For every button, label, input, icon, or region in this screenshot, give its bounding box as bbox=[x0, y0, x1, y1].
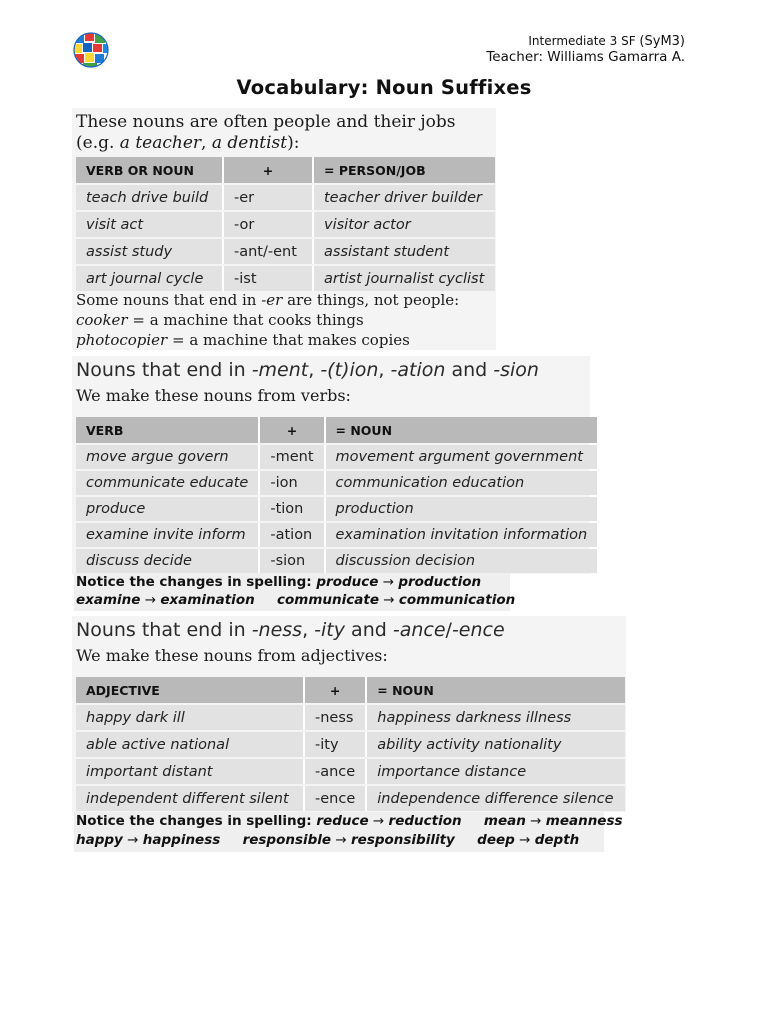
notice-from: communicate bbox=[277, 592, 379, 608]
section2-spelling-notice bbox=[74, 573, 516, 611]
result-nouns: production bbox=[326, 497, 598, 521]
base-words: visit act bbox=[76, 212, 224, 237]
heading-ity: -ity bbox=[314, 619, 346, 641]
table-row bbox=[76, 523, 597, 547]
table-header-row bbox=[76, 157, 495, 183]
table-header-row bbox=[76, 677, 625, 703]
header-person-job: = PERSON/JOB bbox=[314, 157, 495, 183]
base-words: assist study bbox=[76, 239, 224, 264]
base-words: happy dark ill bbox=[76, 705, 305, 730]
adjective-noun-table bbox=[76, 675, 625, 813]
photocopier-term: photocopier bbox=[76, 331, 168, 349]
intro-prefix: (e.g. bbox=[76, 133, 120, 153]
teacher-name: Teacher: Williams Gamarra A. bbox=[486, 49, 685, 65]
intro-separator: , bbox=[201, 133, 212, 153]
result-nouns: assistant student bbox=[314, 239, 495, 264]
photocopier-definition bbox=[76, 331, 410, 349]
heading-comma: , bbox=[308, 359, 321, 381]
cooker-definition bbox=[76, 311, 364, 329]
suffix: -ence bbox=[305, 786, 367, 811]
notice-to: happiness bbox=[142, 832, 221, 848]
table-row bbox=[76, 732, 625, 757]
notice-to: depth bbox=[534, 832, 580, 848]
section2-heading bbox=[76, 359, 539, 381]
section2-subheading: We make these nouns from verbs: bbox=[76, 386, 351, 405]
suffix: -ment bbox=[260, 445, 325, 469]
section3-subheading: We make these nouns from adjectives: bbox=[76, 646, 388, 665]
notice-from: produce bbox=[316, 574, 379, 590]
suffix: -er bbox=[224, 185, 314, 210]
heading-ence: -ence bbox=[451, 619, 505, 641]
suffix: -ist bbox=[224, 266, 314, 291]
heading-comma-2: , bbox=[378, 359, 391, 381]
table-row bbox=[76, 239, 495, 264]
arrow-icon: → bbox=[383, 592, 395, 608]
notice-label: Notice the changes in spelling: bbox=[76, 574, 317, 590]
section1-intro-line1: These nouns are often people and their jobs bbox=[76, 112, 456, 132]
arrow-icon: → bbox=[382, 574, 395, 590]
notice-to: examination bbox=[160, 592, 255, 608]
notice-to: responsibility bbox=[351, 832, 455, 848]
notice-from: mean bbox=[483, 813, 526, 829]
result-nouns: happiness darkness illness bbox=[367, 705, 625, 730]
header-adjective: ADJECTIVE bbox=[76, 677, 305, 703]
arrow-icon: → bbox=[519, 832, 531, 848]
notice-from: happy bbox=[76, 832, 123, 848]
result-nouns: communication education bbox=[326, 471, 598, 495]
arrow-icon: → bbox=[335, 832, 347, 848]
suffix: -sion bbox=[260, 549, 325, 573]
table-header-row bbox=[76, 417, 597, 443]
arrow-icon: → bbox=[530, 813, 542, 829]
notice-from: examine bbox=[76, 592, 141, 608]
heading-ment: -ment bbox=[251, 359, 309, 381]
table-row bbox=[76, 185, 495, 210]
heading-tion-c: )ion bbox=[342, 359, 379, 381]
intro-suffix: ): bbox=[287, 133, 300, 153]
person-job-table bbox=[76, 155, 495, 293]
result-nouns: independence difference silence bbox=[367, 786, 625, 811]
notice-line-2 bbox=[76, 592, 516, 610]
page-title: Vocabulary: Noun Suffixes bbox=[236, 76, 532, 99]
table-row bbox=[76, 266, 495, 291]
verb-noun-table bbox=[76, 415, 597, 575]
intro-example-teacher: a teacher bbox=[119, 133, 202, 153]
notice-line-1 bbox=[76, 574, 508, 592]
table-row bbox=[76, 549, 597, 573]
table-row bbox=[76, 445, 597, 469]
notice-from: reduce bbox=[316, 813, 369, 829]
heading-and: and bbox=[445, 359, 494, 381]
base-words: teach drive build bbox=[76, 185, 224, 210]
result-nouns: movement argument government bbox=[326, 445, 598, 469]
table-row bbox=[76, 759, 625, 784]
arrow-icon: → bbox=[127, 832, 139, 848]
table-row bbox=[76, 497, 597, 521]
note-text-end: are things, not people: bbox=[282, 291, 460, 309]
result-nouns: artist journalist cyclist bbox=[314, 266, 495, 291]
school-logo-icon bbox=[72, 31, 110, 69]
header-verb-or-noun: VERB OR NOUN bbox=[76, 157, 224, 183]
suffix: -tion bbox=[260, 497, 325, 521]
section3-heading bbox=[76, 619, 505, 641]
notice-to: meanness bbox=[545, 813, 623, 829]
base-words: discuss decide bbox=[76, 549, 260, 573]
er-things-note bbox=[76, 291, 459, 309]
result-nouns: discussion decision bbox=[326, 549, 598, 573]
result-nouns: importance distance bbox=[367, 759, 625, 784]
heading-comma: , bbox=[302, 619, 315, 641]
notice-to: production bbox=[398, 574, 482, 590]
suffix: -ant/-ent bbox=[224, 239, 314, 264]
suffix: -ance bbox=[305, 759, 367, 784]
notice-label: Notice the changes in spelling: bbox=[76, 813, 317, 829]
base-words: move argue govern bbox=[76, 445, 260, 469]
course-level-name: Intermediate 3 SF bbox=[528, 34, 636, 48]
base-words: communicate educate bbox=[76, 471, 260, 495]
arrow-icon: → bbox=[372, 813, 385, 829]
notice-line-1 bbox=[76, 813, 623, 832]
heading-tion-a: -( bbox=[320, 359, 335, 381]
notice-from: deep bbox=[477, 832, 515, 848]
notice-to: reduction bbox=[388, 813, 462, 829]
arrow-icon: → bbox=[144, 592, 157, 608]
heading-prefix: Nouns that end in bbox=[76, 359, 252, 381]
heading-slash: / bbox=[445, 619, 452, 641]
note-text: Some nouns that end in bbox=[76, 291, 262, 309]
header-plus: + bbox=[260, 417, 325, 443]
heading-and: and bbox=[345, 619, 393, 641]
heading-ness: -ness bbox=[251, 619, 303, 641]
base-words: able active national bbox=[76, 732, 305, 757]
base-words: important distant bbox=[76, 759, 305, 784]
photocopier-meaning: = a machine that makes copies bbox=[167, 331, 410, 349]
notice-to: communication bbox=[398, 592, 516, 608]
header-verb: VERB bbox=[76, 417, 260, 443]
heading-prefix: Nouns that end in bbox=[76, 619, 252, 641]
table-row bbox=[76, 471, 597, 495]
cooker-meaning: = a machine that cooks things bbox=[127, 311, 364, 329]
cooker-term: cooker bbox=[76, 311, 128, 329]
heading-ance: -ance bbox=[392, 619, 446, 641]
suffix: -ion bbox=[260, 471, 325, 495]
result-nouns: ability activity nationality bbox=[367, 732, 625, 757]
section3-spelling-notice bbox=[74, 812, 623, 852]
base-words: independent different silent bbox=[76, 786, 305, 811]
result-nouns: visitor actor bbox=[314, 212, 495, 237]
table-row bbox=[76, 212, 495, 237]
header-noun: = NOUN bbox=[326, 417, 598, 443]
base-words: examine invite inform bbox=[76, 523, 260, 547]
table-row bbox=[76, 705, 625, 730]
result-nouns: teacher driver builder bbox=[314, 185, 495, 210]
course-level-code: (SyM3) bbox=[639, 34, 685, 49]
suffix: -ation bbox=[260, 523, 325, 547]
heading-sion: -sion bbox=[493, 359, 539, 381]
base-words: art journal cycle bbox=[76, 266, 224, 291]
suffix: -ness bbox=[305, 705, 367, 730]
result-nouns: examination invitation information bbox=[326, 523, 598, 547]
suffix: -ity bbox=[305, 732, 367, 757]
notice-from: responsible bbox=[242, 832, 332, 848]
note-suffix: -er bbox=[261, 291, 283, 309]
header-noun: = NOUN bbox=[367, 677, 625, 703]
section1-intro-line2 bbox=[76, 133, 299, 153]
header-plus: + bbox=[224, 157, 314, 183]
intro-example-dentist: a dentist bbox=[211, 133, 288, 153]
suffix: -or bbox=[224, 212, 314, 237]
header-plus: + bbox=[305, 677, 367, 703]
heading-tion-b: t bbox=[334, 359, 343, 381]
course-level bbox=[528, 34, 685, 49]
notice-line-2 bbox=[76, 832, 602, 851]
heading-ation: -ation bbox=[390, 359, 446, 381]
base-words: produce bbox=[76, 497, 260, 521]
table-row bbox=[76, 786, 625, 811]
